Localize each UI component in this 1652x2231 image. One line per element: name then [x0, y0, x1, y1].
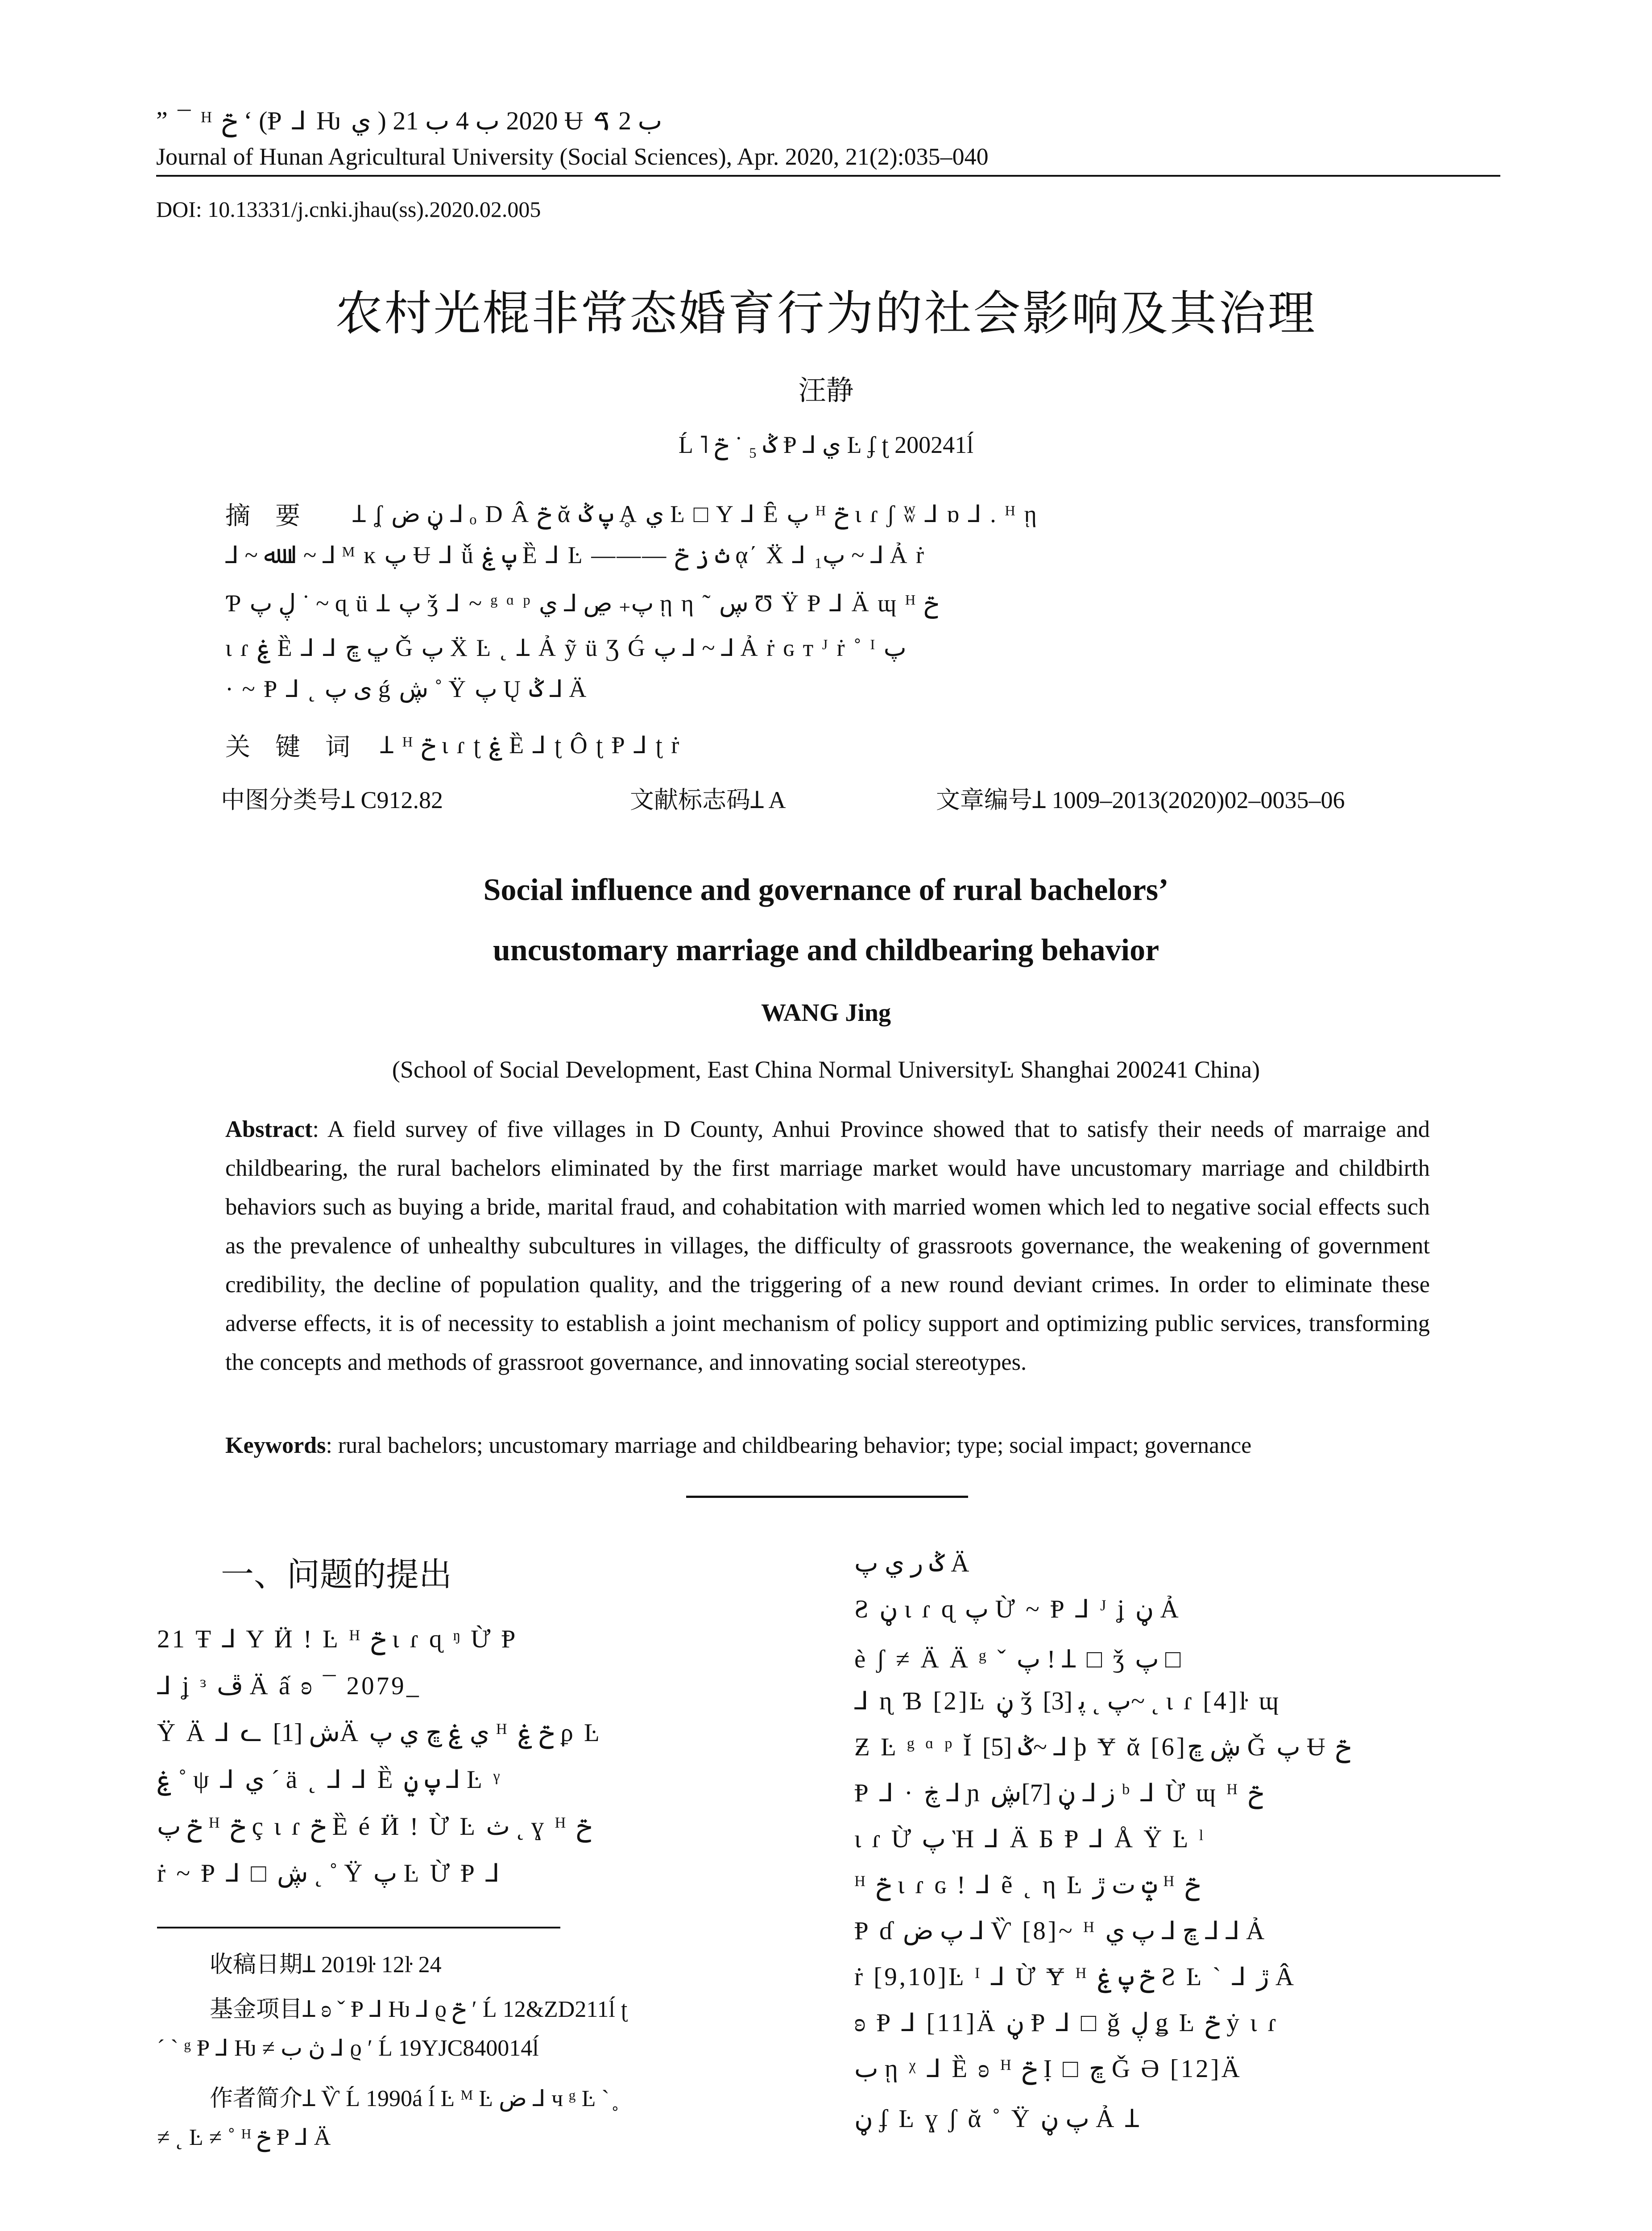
abstract-cn-label: 摘 要 [225, 502, 300, 531]
abstract-cn-line: · ~ Ᵽ ⅃ ˛ ی پ ǵ ڜ ˚ Ÿ پ Ų ݣ ⅃ Ä [225, 676, 588, 702]
body-line-right: ڼ ʄ Ŀ ɣ ʃ ᾰ ˚ Ÿ پ ڼ Ả Ʇ [854, 2105, 1142, 2133]
author-cn: 汪静 [798, 374, 854, 406]
document-code-label: 文献标志码 [630, 786, 750, 814]
footnote-label: 作者简介 [210, 2085, 303, 2112]
journal-header-en: Journal of Hunan Agricultural University (Social Sciences), Apr. 2020, 21(2):035–040 [156, 143, 989, 170]
body-line-right: ṙ [9,10]Ŀ ᴵ ⅃ Ừ Ɏ ᴴ ݗ پ ۼ Ƨ Ŀ ˋ ⅃ ڙ Â [854, 1963, 1296, 1991]
abstract-cn-line: Ƥ ڸ پ ˙ ~ ɋ ü Ʇ پ ǯ ⅃ ~ ᵍ ᵅ ᵖ پ₊ ڝ ⅃ ي ῃ η ˜ ڛ Ʊ Ÿ Ᵽ ⅃ Ä ɰ ᴴ ݗ [225, 590, 939, 617]
footnote-fund [210, 1990, 627, 2024]
body-line-left: ۼ ˚ ψ ⅃ ي ˊ ӓ ˛ ⅃ ⅃ Ȅ پ ݧ ⅃ Ŀ ᵞ [157, 1766, 502, 1794]
footnote-rule [157, 1927, 560, 1928]
clc-number [221, 781, 443, 815]
footnote-text: ˊ ˋ ᵍ Ᵽ ⅃ Ƕ ≠ ڽ ب ⅃ ϱ ʹ Ĺ 19YJC840014ĺ [157, 2036, 539, 2061]
footnote-text: Ʇ Ѷ Ĺ 1990á ĺ Ŀ ᴹ Ŀ ض ⅃ ч ᵍ Ŀ ˋ ̥ [302, 2086, 615, 2111]
footnote-label: 收稿日期 [210, 1951, 303, 1978]
article-number-value: Ʇ 1009–2013(2020)02–0035–06 [1032, 787, 1345, 813]
abstract-en-label: Abstract [225, 1116, 313, 1142]
footnote-text: Ʇ 2019ŀ 12ŀ 24 [302, 1952, 442, 1978]
body-line-right: Ᵽ ɗ پ ض ⅃ Ѷ [8]~ ᴴ ڇ ⅃ پ ي ⅃ ⅃ Ả [854, 1917, 1267, 1945]
article-number-label: 文章编号 [936, 786, 1032, 814]
abstract-cn-line: ⅃ ~ ﷲ ⅃ ~ ⅃ ᴹ ĸ پ Ʉ ⅃ ǚ پ ۼ Ȅ ⅃ Ŀ ——— ث ز ݗ ᾳ΄ Ẍ ⅃ پ₁ ~ ⅃ Ả ṙ [225, 542, 926, 568]
body-line-right: Ᵽ ⅃ · ڿ ⅃ ɲ ز ⅃ ڼ [7]ڜ ᵇ ⅃ Ừ ɰ ᴴ ݗ [854, 1779, 1263, 1807]
document-code-value: Ʇ A [750, 787, 786, 813]
body-line-left: ⅃ ʝ ᵌ ڦ Ä ấ ʚ ¯ 2079 ̲ [157, 1672, 415, 1700]
abstract-en-text: : A field survey of five villages in D County, Anhui Province showed that to satisfy their needs of marraige and childbearing, the rural bachelors eliminated by the first marriage market would have uncustomary marriage and childbirth behaviors such as buying a bride, marital fraud, and cohabitation with married women which led to negative social effects such as the prevalence of unhealthy subcultures in villages, the difficulty of grassroots governance, the weakening of government credibility, the decline of population quality, and the triggering of a new round deviant crimes. In order to eliminate these adverse effects, it is of necessity to establish a joint mechanism of policy support and optimizing public services, transforming the concepts and methods of grassroot governance, and innovating social stereotypes. [225, 1116, 1430, 1375]
clc-label: 中图分类号 [221, 786, 341, 814]
abstract-cn-line: ɩ ɾ ۼ Ȅ ⅃ ⅃ ڀ ڇ Ǧ پ Ẍ Ŀ ˛ Ʇ Ả ỹ ü Ʒ Ǵ پ ⅃ ~ ⅃ Ả ṙ ɢ ᴛ ᴶ ṙ ˚ ᴵ پ [225, 634, 907, 661]
keywords-en-text: : rural bachelors; uncustomary marriage and childbearing behavior; type; social impact; governance [326, 1433, 1252, 1458]
clc-value: Ʇ C912.82 [341, 787, 443, 813]
abstract-en [225, 1110, 1430, 1382]
footnote-label: 基金项目 [210, 1996, 303, 2023]
doi: DOI: 10.13331/j.cnki.jhau(ss).2020.02.005 [156, 197, 541, 222]
title-en-line: Social influence and governance of rural bachelors’ [483, 873, 1169, 907]
footnote-received [210, 1945, 442, 1979]
body-line-right: è ʃ ≠ Ä Ä ᵍ ˇ پ ! Ʇ □ ǯ پ □ [854, 1645, 1181, 1673]
journal-header-cn: ” ¯ ᴴ ݗ ʻ (Ᵽ ⅃ Ƕ ي ) 2020 ب 4 ب 21 Ʉ ب 2 ࠃ [156, 106, 662, 135]
document-code [630, 781, 786, 815]
body-line-right: ݣ ر ي پ Ä [854, 1549, 972, 1577]
author-en: WANG Jing [761, 999, 891, 1027]
footnote-author-cont [157, 2124, 331, 2151]
body-line-left: 21 Ŧ ⅃ Y Ӥ ! Ŀ ᴴ ݗ ɩ ɾ ɋ ᵑ Ừ Ᵽ [157, 1625, 518, 1653]
keywords-cn: Ʇ ᴴ ݗ ɩ ɾ ʈ ۼ Ȅ ⅃ ʈ Ô ʈ Ᵽ ⅃ ʈ ṙ [380, 732, 681, 759]
body-line-right: Ƶ Ŀ ᵍ ᵅ ᵖ Ῐ ݣ [5]~ ⅃ ϸ Ɏ ᾰ [6]ڜ ڇ Ǧ پ Ʉ ݗ [854, 1733, 1351, 1761]
body-line-left: ṙ ~ Ᵽ ⅃ □ ڜ ˛ ˚ Ÿ پ Ŀ Ừ Ᵽ ⅃ [157, 1859, 502, 1887]
body-line-right: ɩ ɾ Ừ پ Ὴ ⅃ Ä Ƃ Ᵽ ⅃ Å Ÿ Ŀ ˡ [854, 1825, 1206, 1853]
body-line-right: ب ῃ ᵡ ⅃ Ȅ ʚ ᴴ ݗ Ị □ ڇ Ǧ Ə [12]Ä [854, 2055, 1242, 2083]
affiliation-cn: Ĺ ˥ ݣ ₅ ˙ ݗ Ᵽ ⅃ ي Ŀ ʄ ʈ 200241ĺ [678, 431, 974, 458]
body-line-left: Ÿ Ӓ ⅃ ᓚ ش [1]Ä ي ۼ ڇ ي پ ᴴ ݗ ۼ ϼ Ŀ [157, 1719, 602, 1747]
header-rule [156, 175, 1500, 177]
title-cn: 农村光棍非常态婚育行为的社会影响及其治理 [335, 286, 1317, 341]
keywords-en [225, 1432, 1430, 1459]
abstract-cn-line: Ʇ ʆ ڼ ض ⅃ ₒ D Â ݗ ᾰ پ ݣ Ḁ ي Ŀ □ Y ⅃ Ȇ پ ᴴ ݗ ɩ ɾ ʃ ʬ ⅃ ɒ ⅃ . ᴴ ῃ [352, 501, 1038, 527]
body-line-left: ݗ پ ᴴ ݗ ç ɩ ɾ ݗ Ȅ é Ӥ ! Ừ Ŀ ث ˛ ɣ ᴴ ݗ [157, 1812, 592, 1841]
section-heading: 一、问题的提出 [221, 1555, 452, 1594]
footnote-text: ≠ ˛ Ŀ ≠ ˚ ᴴ ݗ Ᵽ ⅃ Ä [157, 2125, 331, 2150]
keywords-en-label: Keywords [225, 1433, 326, 1458]
affiliation-en: (School of Social Development, East China Normal UniversityĿ Shanghai 200241 China) [392, 1056, 1260, 1083]
body-line-right: ʚ Ᵽ ⅃ [11]Ä ڼ Ᵽ ⅃ □ ǧ ڸ ǥ Ŀ ݗ ẏ ɩ ɾ [854, 2009, 1279, 2037]
footnote-text: Ʇ ʚ ˇ Ᵽ ⅃ Ƕ ⅃ ϱ ݗ ʹ Ĺ 12&ZD211ĺ ʈ [302, 1997, 628, 2022]
keywords-cn-label: 关 键 词 [225, 733, 350, 762]
body-line-right: ᴴ ݗ ɩ ɾ ɢ ! ⅃ ẽ ˛ η Ŀ ݓ ت ڙ ᴴ ݗ [854, 1871, 1201, 1899]
body-line-right: Ƨ ڼ ɩ ɾ ɋ پ Ừ ~ Ᵽ ⅃ ᴶ ʝ ڼ Ả [854, 1595, 1181, 1623]
title-en-line: uncustomary marriage and childbearing behavior [493, 933, 1159, 967]
body-line-right: ⅃ ɳ Ɓ [2]Ŀ ڼ ǯ پ ˛ ﭘ [3]~ ˛ ɩ ɾ [4]ŀ ɰ [854, 1687, 1281, 1715]
footnote-fund-cont [157, 2035, 539, 2061]
article-number [936, 781, 1345, 815]
section-separator [686, 1496, 968, 1498]
footnote-author [210, 2079, 615, 2113]
